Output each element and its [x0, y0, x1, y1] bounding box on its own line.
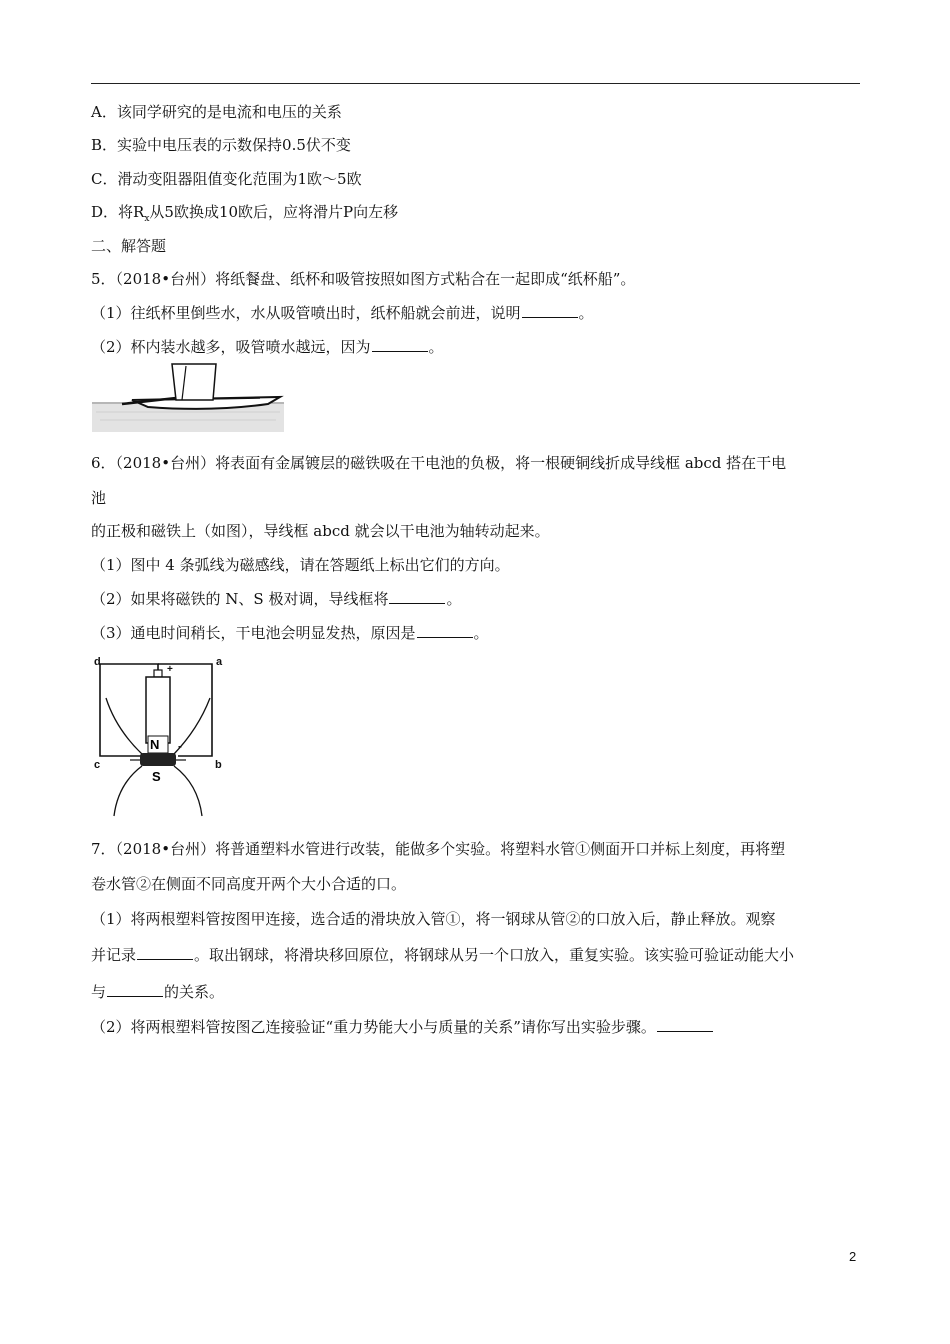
q5-part1: （1）往纸杯里倒些水，水从吸管喷出时，纸杯船就会前进，说明 。	[91, 304, 594, 322]
answer-blank[interactable]	[107, 984, 163, 997]
answer-blank[interactable]	[417, 625, 473, 638]
minus-sign: -	[178, 739, 182, 753]
header-rule	[91, 83, 860, 84]
label-d: d	[94, 656, 101, 668]
page-number: 2	[849, 1249, 857, 1264]
answer-blank[interactable]	[372, 339, 428, 352]
option-b: B．实验中电压表的示数保持0.5伏不变	[91, 136, 351, 154]
q6-stem-line2: 池	[91, 489, 107, 507]
answer-blank[interactable]	[522, 305, 578, 318]
q6-part1: （1）图中 4 条弧线为磁感线，请在答题纸上标出它们的方向。	[91, 556, 510, 574]
q7-part1-line3: 与 的关系。	[91, 983, 225, 1001]
battery	[146, 677, 170, 743]
q7-stem-line1: 7．（2018•台州）将普通塑料水管进行改装，能做多个实验。将塑料水管①侧面开口并标上刻度，再将塑	[91, 840, 786, 858]
answer-blank[interactable]	[657, 1019, 713, 1032]
q5-stem: 5．（2018•台州）将纸餐盘、纸杯和吸管按照如图方式粘合在一起即成“纸杯船”。	[91, 270, 636, 288]
q7-part1-line2: 并记录 。取出钢球，将滑块移回原位，将钢球从另一个口放入，重复实验。该实验可验证动能大小	[91, 946, 795, 964]
q6-stem-line1: 6．（2018•台州）将表面有金属镀层的磁铁吸在干电池的负极，将一根硬铜线折成导线框 abcd 搭在干电	[91, 454, 787, 472]
option-a: A．该同学研究的是电流和电压的关系	[91, 103, 342, 121]
magnet	[140, 753, 176, 766]
q5-part2: （2）杯内装水越多，吸管喷水越远，因为 。	[91, 338, 444, 356]
q6-stem-line3: 的正极和磁铁上（如图），导线框 abcd 就会以干电池为轴转动起来。	[91, 522, 550, 540]
q6-part3: （3）通电时间稍长，干电池会明显发热，原因是 。	[91, 624, 489, 642]
label-a: a	[216, 656, 223, 668]
option-c: C．滑动变阻器阻值变化范围为1欧～5欧	[91, 170, 362, 188]
q7-part1-line1: （1）将两根塑料管按图甲连接，选合适的滑块放入管①，将一钢球从管②的口放入后，静止释放。观察	[91, 910, 776, 928]
option-d: D．将$R_x$从5欧换成10欧后，应将滑片P向左移	[91, 203, 399, 224]
field-line	[106, 698, 142, 754]
q7-stem-line2: 卷水管②在侧面不同高度开两个大小合适的口。	[91, 875, 407, 893]
battery-motor-figure	[90, 654, 230, 819]
field-line	[114, 766, 142, 816]
label-c: c	[94, 759, 101, 771]
section-heading: 二、解答题	[91, 237, 167, 255]
answer-blank[interactable]	[137, 947, 193, 960]
q6-part2: （2）如果将磁铁的 N、S 极对调，导线框将 。	[91, 590, 462, 608]
magnet-n-pole: N	[150, 737, 160, 752]
paper-cup-boat-figure	[92, 360, 284, 432]
answer-blank[interactable]	[389, 591, 445, 604]
paper-cup	[172, 364, 216, 400]
field-line	[174, 766, 202, 816]
q7-part2: （2）将两根塑料管按图乙连接验证“重力势能大小与质量的关系”请你写出实验步骤。	[91, 1016, 714, 1037]
label-b: b	[215, 759, 222, 771]
magnet-s-pole: S	[152, 769, 161, 784]
plus-sign: +	[167, 664, 173, 675]
